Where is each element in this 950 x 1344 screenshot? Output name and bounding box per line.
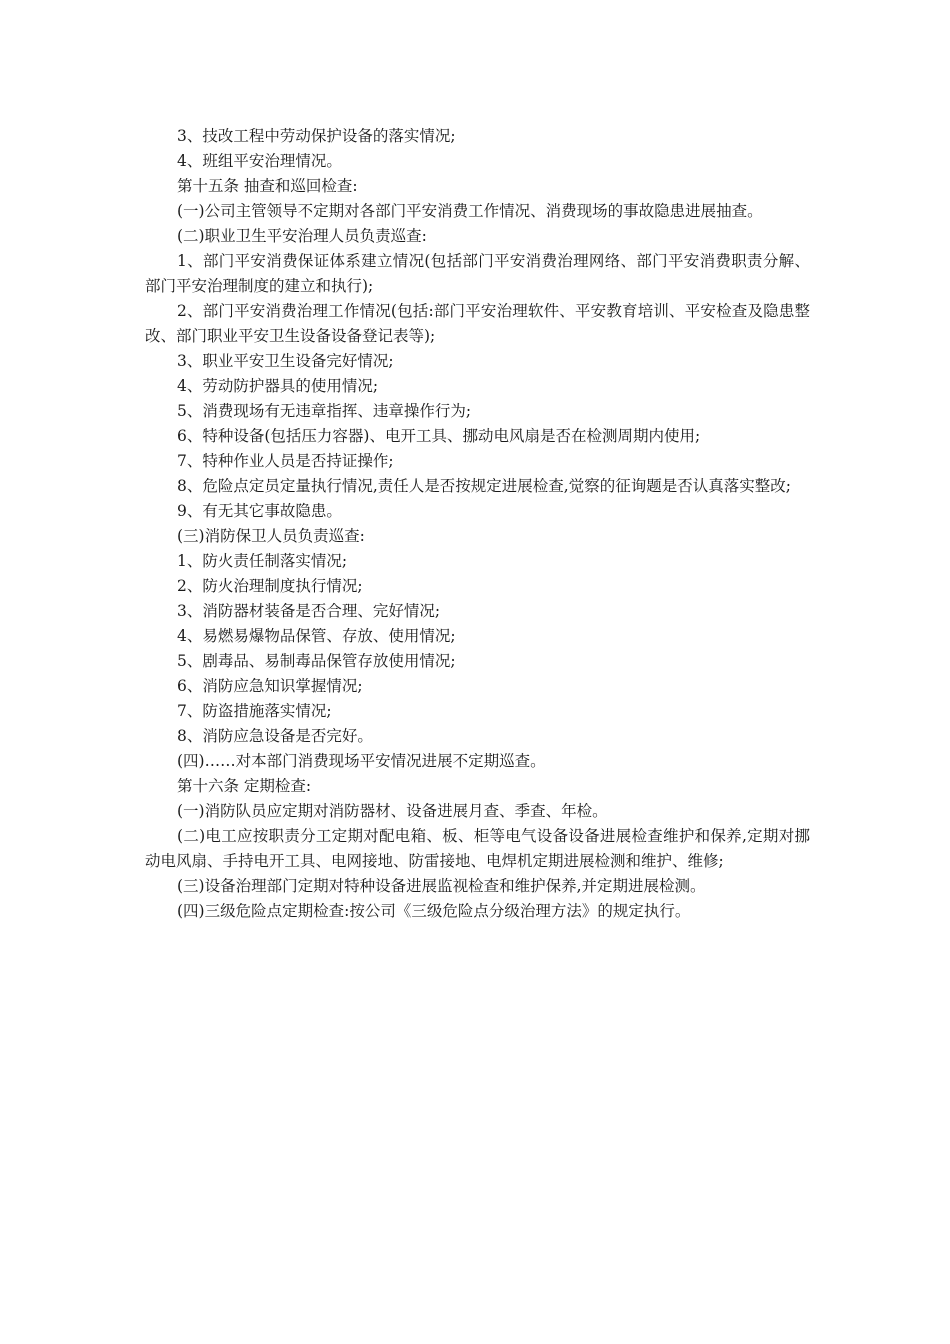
paragraph: 3、技改工程中劳动保护设备的落实情况;	[177, 127, 456, 145]
paragraph: 8、消防应急设备是否完好。	[177, 727, 373, 745]
paragraph: 2、部门平安消费治理工作情况(包括:部门平安治理软件、平安教育培训、平安检查及隐患整改、部门职业平安卫生设备设备登记表等);	[145, 302, 810, 345]
paragraph: (三)设备治理部门定期对特种设备进展监视检查和维护保养,并定期进展检测。	[177, 877, 706, 895]
section-heading: 第十五条 抽查和巡回检查:	[177, 177, 358, 195]
subsection-heading: (三)消防保卫人员负责巡查:	[177, 527, 365, 545]
paragraph: 6、特种设备(包括压力容器)、电开工具、挪动电风扇是否在检测周期内使用;	[177, 427, 701, 445]
paragraph: 7、防盗措施落实情况;	[177, 702, 332, 720]
paragraph: 4、劳动防护器具的使用情况;	[177, 377, 379, 395]
subsection-heading: (二)职业卫生平安治理人员负责巡查:	[177, 227, 427, 245]
paragraph: (四)……对本部门消费现场平安情况进展不定期巡查。	[177, 752, 546, 770]
paragraph: 1、部门平安消费保证体系建立情况(包括部门平安消费治理网络、部门平安消费职责分解、部门平安治理制度的建立和执行);	[145, 252, 810, 295]
paragraph: (一)公司主管领导不定期对各部门平安消费工作情况、消费现场的事故隐患进展抽查。	[177, 202, 763, 220]
paragraph: 5、剧毒品、易制毒品保管存放使用情况;	[177, 652, 456, 670]
paragraph: 4、班组平安治理情况。	[177, 152, 342, 170]
document-body	[145, 124, 810, 924]
section-heading: 第十六条 定期检查:	[177, 777, 312, 795]
paragraph: 1、防火责任制落实情况;	[177, 552, 348, 570]
paragraph: (一)消防队员应定期对消防器材、设备进展月查、季查、年检。	[177, 802, 608, 820]
paragraph: 2、防火治理制度执行情况;	[177, 577, 363, 595]
paragraph: 5、消费现场有无违章指挥、违章操作行为;	[177, 402, 472, 420]
paragraph: 8、危险点定员定量执行情况,责任人是否按规定进展检查,觉察的征询题是否认真落实整改;	[177, 477, 791, 495]
paragraph: (二)电工应按职责分工定期对配电箱、板、柜等电气设备设备进展检查维护和保养,定期对挪动电风扇、手持电开工具、电网接地、防雷接地、电焊机定期进展检测和维护、维修;	[145, 827, 810, 870]
paragraph: 9、有无其它事故隐患。	[177, 502, 342, 520]
paragraph: 3、职业平安卫生设备完好情况;	[177, 352, 394, 370]
paragraph: 7、特种作业人员是否持证操作;	[177, 452, 394, 470]
paragraph: 4、易燃易爆物品保管、存放、使用情况;	[177, 627, 456, 645]
paragraph: 6、消防应急知识掌握情况;	[177, 677, 363, 695]
paragraph: 3、消防器材装备是否合理、完好情况;	[177, 602, 441, 620]
paragraph: (四)三级危险点定期检查:按公司《三级危险点分级治理方法》的规定执行。	[177, 902, 691, 920]
